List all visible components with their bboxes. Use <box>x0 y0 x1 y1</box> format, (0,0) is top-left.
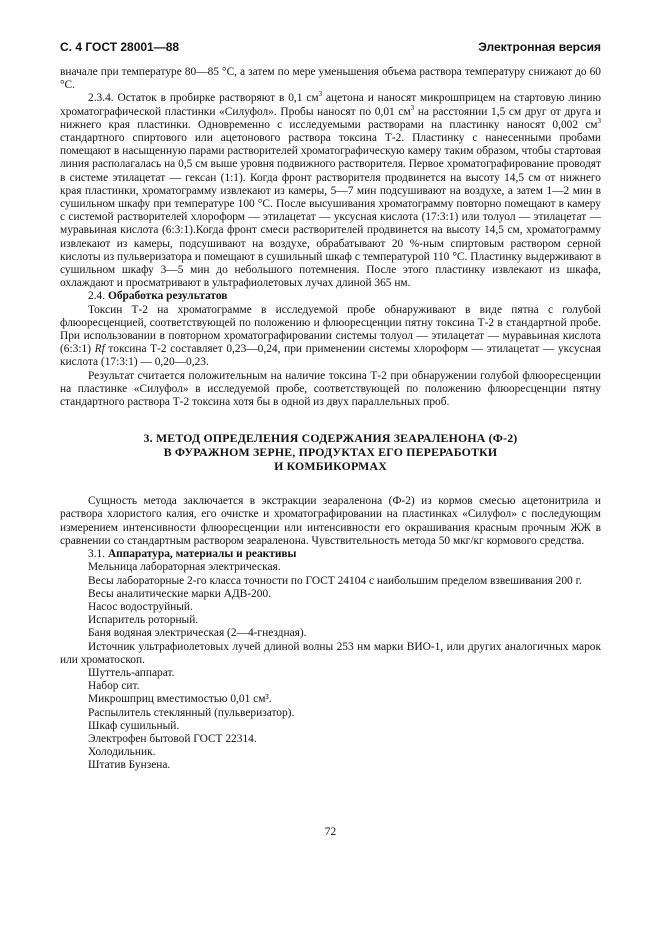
list-item: Шуттель-аппарат. <box>88 666 175 679</box>
list-item: Баня водяная электрическая (2—4-гнездная). <box>88 627 307 640</box>
page-header <box>60 40 601 54</box>
text-run: токсина Т-2 составляет 0,23—0,24, при применении системы хлороформ — этилацетат — уксусная кислота (17:3:1) — 0,20—0,23. <box>60 343 601 369</box>
list-item: Мельница лабораторная электрическая. <box>88 561 281 574</box>
list-item: Испаритель роторный. <box>88 614 199 627</box>
header-standard-ref: С. 4 ГОСТ 28001—88 <box>60 40 180 54</box>
section-number: 2.4. <box>88 290 106 303</box>
paragraph-continuation: вначале при температуре 80—85 °С, а затем по мере уменьшения объема раствора температуру снижают до 60 °С. <box>60 66 601 92</box>
rf-symbol: Rf <box>94 343 105 356</box>
header-version-label: Электронная версия <box>478 40 601 54</box>
heading-line: И КОМБИКОРМАХ <box>274 459 387 474</box>
list-item: Электрофен бытовой ГОСТ 22314. <box>88 732 257 745</box>
paragraph-2-3-4 <box>60 92 601 290</box>
list-item: Шкаф сушильный. <box>88 719 180 732</box>
list-item: Микрошприц вместимостью 0,01 см³. <box>88 693 272 706</box>
superscript: 3 <box>410 103 415 112</box>
paragraph-positive-result: Результат считается положительным на наличие токсина Т-2 при обнаружении голубой флюоресценции на пластинке «Силуфол» в исследуемой пробе, соответствующей по положению флюоресценции пятну стандартного раствора Т-2 токсина хотя бы в одной из двух параллельных проб. <box>60 369 601 409</box>
page-number: 72 <box>324 826 337 838</box>
equipment-list <box>60 561 601 772</box>
section-title: Аппаратура, материалы и реактивы <box>107 548 297 561</box>
section-title: Обработка результатов <box>107 290 228 303</box>
text-run: 2.3.4. Остаток в пробирке растворяют в 0,1 см <box>88 92 319 105</box>
list-item: Холодильник. <box>88 746 156 759</box>
subheading-3-1 <box>60 548 601 561</box>
section-number: 3.1. <box>88 548 106 561</box>
heading-line: 3. МЕТОД ОПРЕДЕЛЕНИЯ СОДЕРЖАНИЯ ЗЕАРАЛЕНОНА (Ф-2) <box>143 431 518 446</box>
list-item: Набор сит. <box>88 680 140 693</box>
superscript: 3 <box>318 90 323 99</box>
section-3-heading <box>60 431 601 473</box>
list-item: Весы аналитические марки АДВ-200. <box>88 587 271 600</box>
paragraph-results <box>60 304 601 370</box>
text-run: на расстоянии 1,5 см друг от друга и нижнего края пластинки. Одновременно с исследуемыми растворами на пластинку наносят 0,002 см <box>60 105 601 131</box>
list-item: Штатив Бунзена. <box>88 759 171 772</box>
text-run: стандартного спиртового или ацетонового раствора токсина Т-2. Пластинку с нанесенными пробами помещают в насыщенную парами растворителей хроматографическую камеру таким образом, чтобы стартовая линия располагалась на 0,5 см выше уровня подвижного растворителя. Первое хроматографирование проводят в системе этилацетат — гексан (1:1). Когда фронт растворителя продвинется на высоту 14,5 см от нижнего края пластинки, хроматограмму извлекают из камеры, 5—7 мин подсушивают на воздухе, а затем 1—2 мин в сушильном шкафу при температуре 100 °С. После высушивания хроматограмму повторно помещают в камеру с системой растворителей хлороформ — этилацетат — уксусная кислота (17:3:1) или толуол — этилацетат — муравьиная кислота (6:3:1).Когда фронт смеси растворителей продвинется на высоту 14,5 см, хроматограмму извлекают из камеры, подсушивают на воздухе, обрабатывают 20 %-ным спиртовым раствором серной кислоты из пульверизатора и помещают в сушильный шкаф с температурой 110 °С. Пластинку выдерживают в сушильном шкафу 3—5 мин до небольшого потемнения. После этого пластинку извлекают из шкафа, охлаждают и просматривают в ультрафиолетовых лучах длиной 365 нм. <box>60 132 601 290</box>
paragraph-method-essence: Сущность метода заключается в экстракции зеараленона (Ф-2) из кормов смесью ацетонитрила и раствора хлористого калия, его очистке и хроматографировании на пластинках «Силуфол» с последующим измерением интенсивности флюоресценции или интенсивности его окрашивания красным прочным ЖЖ в сравнении со стандартным раствором зеараленона. Чувствительность метода 50 мкг/кг кормового средства. <box>60 495 601 547</box>
list-item: Распылитель стеклянный (пульверизатор). <box>88 706 295 719</box>
text-run: Токсин Т-2 на хроматограмме в исследуемой пробе обнаруживают в виде пятна с голубой флюоресценцией, соответствующей по положению и флюоресценции пятну токсина Т-2 в стандартной пробе. При использовании в повторном хроматографировании системы толуол — этилацетат — муравьиная кислота (6:3:1) <box>60 303 601 356</box>
list-item: Источник ультрафиолетовых лучей длиной волны 253 нм марки ВИО-1, или других аналогичных марок или хроматоскоп. <box>60 640 601 666</box>
heading-line: В ФУРАЖНОМ ЗЕРНЕ, ПРОДУКТАХ ЕГО ПЕРЕРАБОТКИ <box>163 445 498 460</box>
superscript: 3 <box>597 117 601 126</box>
subheading-2-4 <box>60 290 601 303</box>
list-item: Весы лабораторные 2-го класса точности по ГОСТ 24104 с наибольшим пределом взвешивания 200 г. <box>88 574 582 587</box>
document-page <box>60 40 601 773</box>
text-run: ацетона и наносят микрошприцем на стартовую линию хроматографической пластинки «Силуфол». Пробы наносят по 0,01 см <box>60 92 601 118</box>
list-item: Насос водоструйный. <box>88 600 193 613</box>
